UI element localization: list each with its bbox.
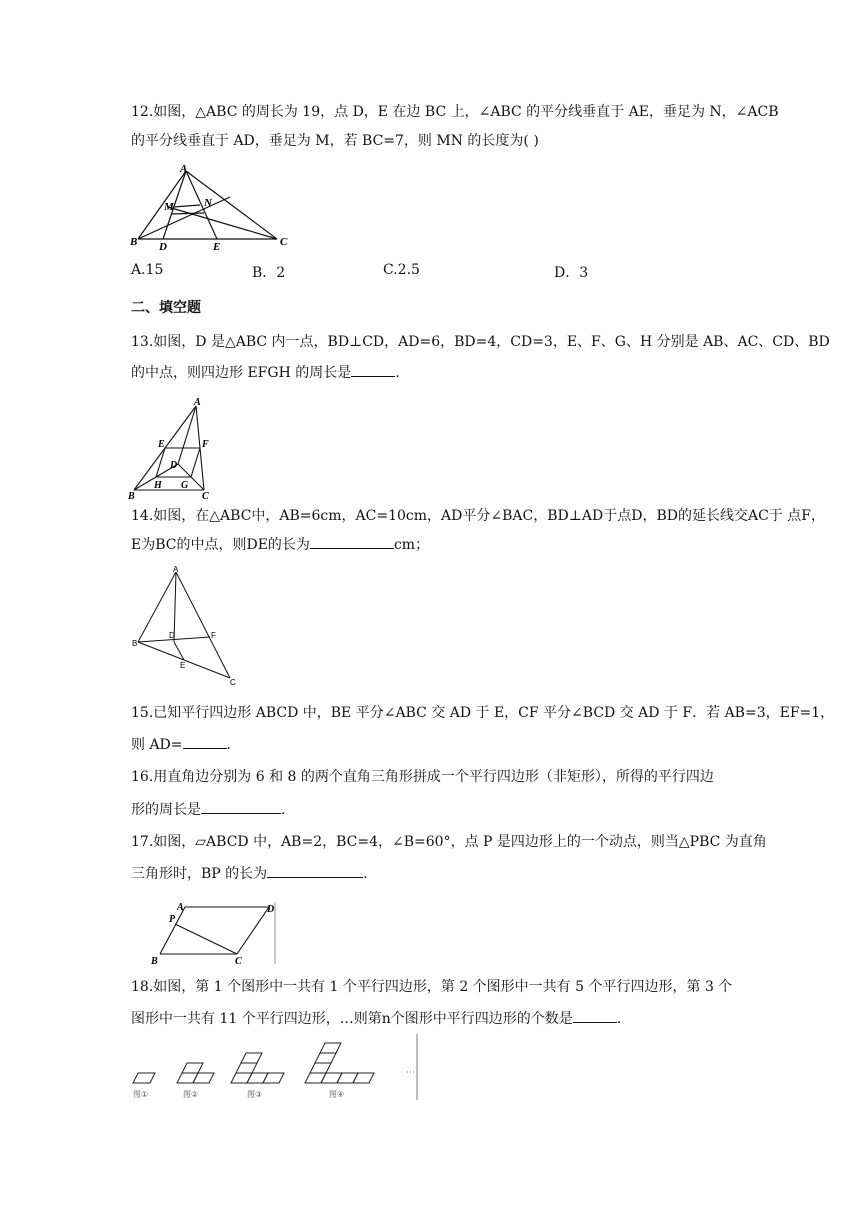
q13-label-g: G: [181, 480, 189, 491]
q17-line2-text: 三角形时，BP 的长为: [131, 866, 268, 882]
q17-label-a: A: [177, 902, 184, 913]
q14-figure: [130, 564, 240, 686]
q13-label-h: H: [154, 480, 162, 491]
q18-line2-text: 图形中一共有 11 个平行四边形，…则第n个图形中平行四边形的个数是: [131, 1011, 573, 1027]
q13-line2: [131, 362, 400, 383]
q18-answer-blank[interactable]: [573, 1008, 617, 1023]
q17-figure: [145, 902, 280, 966]
q15-line2-end: .: [226, 737, 231, 753]
q12-option-c: C.2.5: [383, 262, 420, 278]
q14-line2-text: E为BC的中点，则DE的长为: [131, 537, 310, 553]
q13-label-c: C: [202, 491, 209, 502]
q13-line1: 13.如图，D 是△ABC 内一点，BD⊥CD，AD=6，BD=4，CD=3，E、F、G、H 分别是 AB、AC、CD、BD: [131, 334, 830, 350]
q16-line2-text: 形的周长是: [131, 802, 201, 818]
q12-label-b: B: [130, 236, 138, 248]
q17-label-p: P: [169, 914, 176, 925]
q13-line2-end: .: [395, 365, 400, 381]
q13-label-d: D: [170, 460, 178, 471]
q14-label-a: A: [173, 565, 179, 574]
q17-label-c: C: [235, 956, 242, 967]
q12-option-b: B．2: [252, 265, 286, 281]
q18-line2: [131, 1008, 621, 1029]
q14-label-b: B: [132, 639, 138, 648]
q17-label-d: D: [267, 904, 275, 915]
q13-figure: [128, 396, 218, 500]
q12-label-c: C: [280, 236, 288, 248]
q18-caption-2: 图②: [183, 1090, 199, 1099]
q18-figure: [125, 1034, 425, 1102]
q13-label-b: B: [128, 491, 135, 502]
q18-caption-3: 图③: [247, 1090, 263, 1099]
q14-answer-blank[interactable]: [310, 534, 394, 549]
q16-answer-blank[interactable]: [201, 799, 281, 814]
q17-line1: 17.如图，▱ABCD 中，AB=2，BC=4，∠B=60°，点 P 是四边形上的一个动点，则当△PBC 为直角: [131, 834, 767, 850]
q14-label-f: F: [211, 631, 216, 640]
q16-line2-end: .: [281, 802, 286, 818]
q13-answer-blank[interactable]: [351, 362, 395, 377]
q15-line2-text: 则 AD=: [131, 737, 183, 753]
q14-line1: 14.如图，在△ABC中，AB=6cm，AC=10cm，AD平分∠BAC，BD⊥AD于点D，BD的延长线交AC于 点F，: [131, 508, 825, 524]
q13-label-e: E: [158, 439, 165, 450]
q12-figure: [130, 163, 295, 251]
q18-caption-4: 图④: [329, 1090, 345, 1099]
q17-answer-blank[interactable]: [267, 863, 363, 878]
q17-label-b: B: [151, 956, 158, 967]
q16-line2: [131, 799, 285, 820]
q14-label-c: C: [230, 678, 236, 687]
section-title: 二、填空题: [131, 300, 201, 316]
q17-line2: [131, 863, 368, 884]
q14-label-e: E: [180, 661, 186, 670]
q12-option-d: D．3: [554, 265, 589, 281]
q18-caption-1: 图①: [133, 1090, 149, 1099]
q12-label-d: D: [159, 241, 167, 253]
q15-answer-blank[interactable]: [183, 734, 227, 749]
q15-line1: 15.已知平行四边形 ABCD 中，BE 平分∠ABC 交 AD 于 E，CF 平分∠BCD 交 AD 于 F．若 AB=3，EF=1，: [131, 705, 835, 721]
q12-label-a: A: [180, 163, 188, 175]
q12-line1: 12.如图，△ABC 的周长为 19，点 D，E 在边 BC 上，∠ABC 的平分线垂直于 AE，垂足为 N，∠ACB: [131, 104, 779, 120]
q12-label-e: E: [213, 241, 221, 253]
q18-line1: 18.如图，第 1 个图形中一共有 1 个平行四边形，第 2 个图形中一共有 5 个平行四边形，第 3 个: [131, 979, 733, 995]
q13-label-f: F: [202, 439, 209, 450]
q13-label-a: A: [194, 397, 201, 408]
q18-line2-end: .: [616, 1011, 622, 1027]
q14-label-d: D: [169, 631, 175, 640]
q12-line2: 的平分线垂直于 AD，垂足为 M，若 BC=7，则 MN 的长度为( ): [131, 133, 539, 149]
q14-line2-end: cm；: [393, 537, 430, 553]
q17-line2-end: .: [363, 866, 368, 882]
q13-line2-text: 的中点，则四边形 EFGH 的周长是: [131, 365, 352, 381]
q15-line2: [131, 734, 231, 755]
q14-line2: [131, 534, 429, 555]
q12-label-m: M: [164, 201, 174, 213]
q12-option-a: A.15: [131, 262, 164, 278]
q12-label-n: N: [204, 197, 212, 209]
q16-line1: 16.用直角边分别为 6 和 8 的两个直角三角形拼成一个平行四边形（非矩形），所得的平行四边: [131, 769, 714, 785]
